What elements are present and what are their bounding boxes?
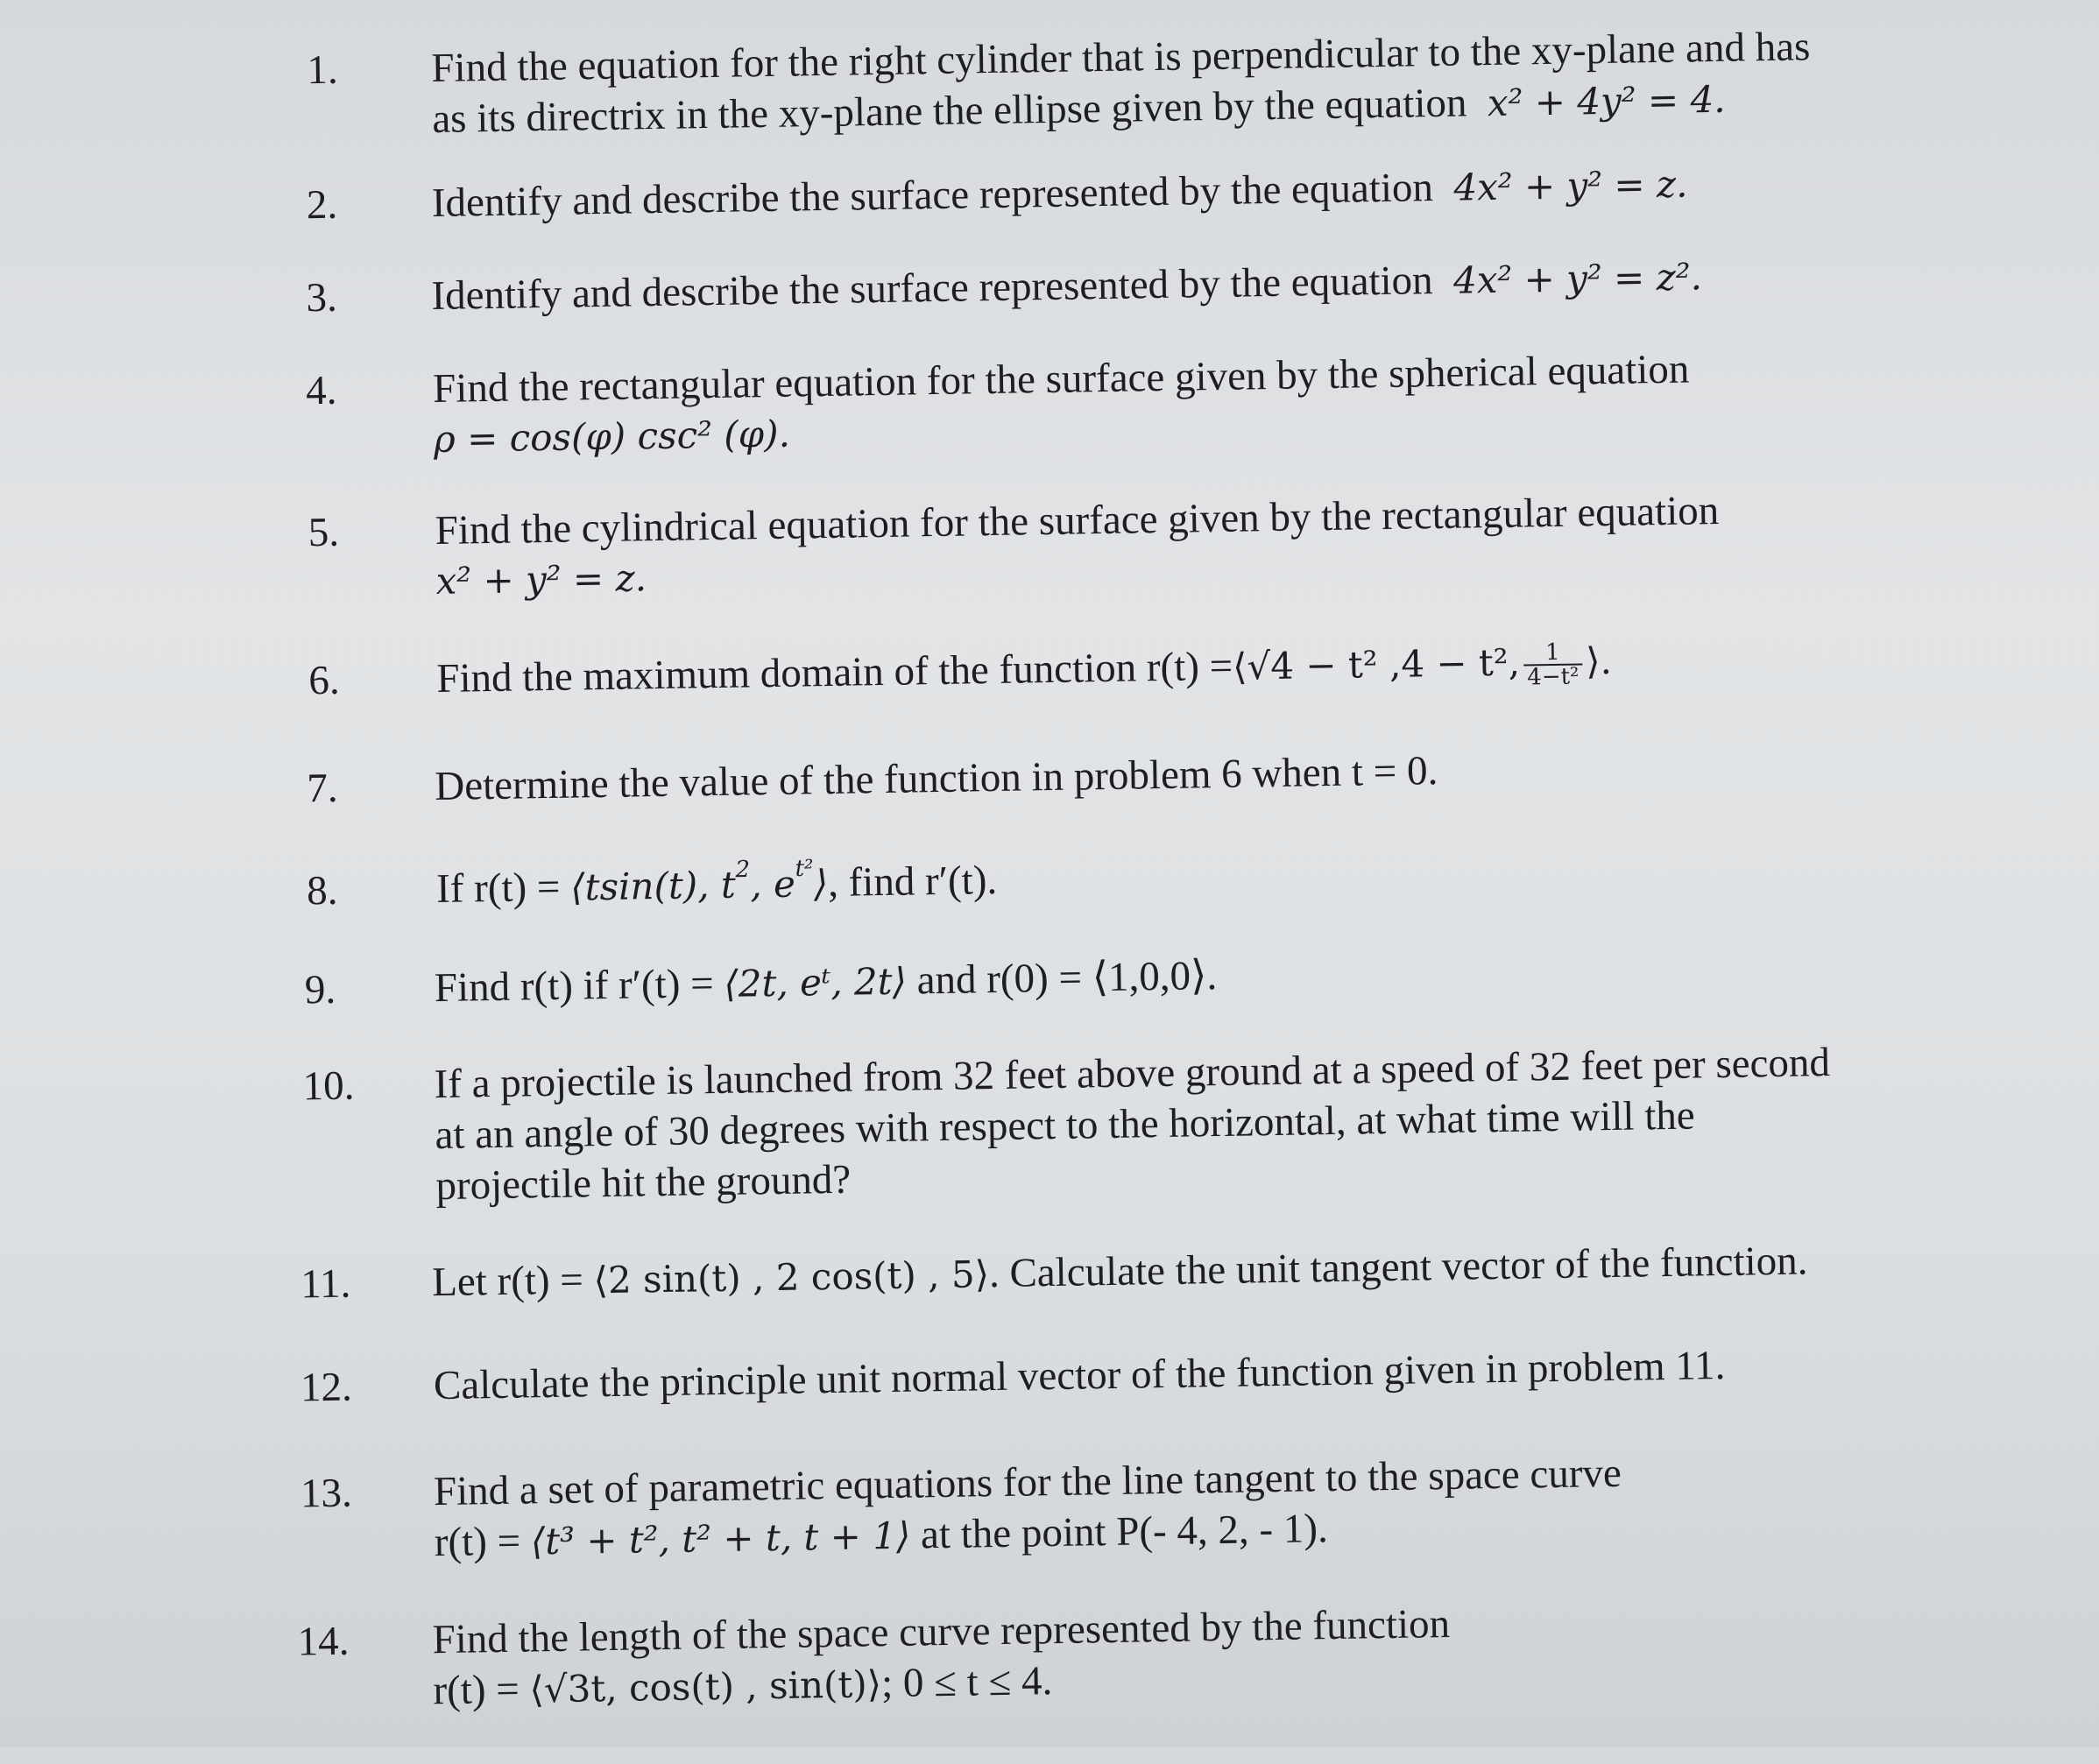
problem-number: 6. bbox=[307, 657, 341, 704]
problem-text-prefix: r(t) = bbox=[434, 1518, 521, 1566]
problem-text: Find the cylindrical equation for the surface given by the rectangular equation bbox=[435, 487, 1720, 554]
problem-text: Find the maximum domain of the function r(t) = bbox=[435, 643, 1233, 702]
problem-number: 2. bbox=[306, 181, 338, 229]
problem-number: 13. bbox=[300, 1470, 353, 1517]
problem-text-end: ; 0 ≤ t ≤ 4. bbox=[880, 1658, 1053, 1707]
problem-number: 7. bbox=[306, 765, 338, 812]
problem-text-line-2: as its directrix in the xy-plane the ellipse given by the equation bbox=[431, 80, 1467, 142]
problem-equation: ρ = cos(φ) csc² (φ). bbox=[433, 412, 791, 462]
problem-equation: x² + y² = z. bbox=[435, 556, 647, 603]
problem-text: Find a set of parametric equations for the line tangent to the space curve bbox=[433, 1450, 1622, 1515]
problem-text-line-2: at an angle of 30 degrees with respect to the horizontal, at what time will the bbox=[435, 1092, 1696, 1159]
problem-text-prefix: r(t) = bbox=[433, 1666, 520, 1714]
fraction-denominator: 4−t² bbox=[1527, 663, 1580, 691]
problem-text: Identify and describe the surface represented by the equation bbox=[431, 165, 1434, 227]
vector-function: ⟨√3t, cos(t) , sin(t)⟩ bbox=[529, 1662, 882, 1711]
vector-function: ⟨t³ + t², t² + t, t + 1⟩ bbox=[530, 1514, 911, 1563]
problem-text-end: , find r′(t). bbox=[827, 857, 998, 907]
problem-text: Let r(t) = bbox=[431, 1257, 584, 1306]
fraction-numerator: 1 bbox=[1523, 641, 1583, 667]
problem-number: 10. bbox=[302, 1062, 355, 1110]
problem-number: 4. bbox=[305, 367, 337, 414]
problem-text: Identify and describe the surface represented by the equation bbox=[431, 258, 1433, 320]
vector-components: ⟨√4 − t² ,4 − t², bbox=[1232, 640, 1521, 688]
problem-text-line-1: If a projectile is launched from 32 feet above ground at a speed of 32 feet per second bbox=[434, 1040, 1831, 1108]
problem-number: 1. bbox=[307, 46, 339, 94]
fraction bbox=[1523, 641, 1583, 689]
problem-number: 12. bbox=[300, 1364, 353, 1411]
problem-number: 5. bbox=[307, 509, 340, 556]
vector-close: ⟩. bbox=[1585, 639, 1613, 683]
problem-text: Find the rectangular equation for the surface given by the spherical equation bbox=[432, 346, 1690, 413]
problem-number: 14. bbox=[297, 1618, 350, 1665]
vector-function: ⟨2 sin(t) , 2 cos(t) , 5⟩ bbox=[593, 1252, 990, 1302]
problem-text-end: and r(0) = ⟨1,0,0⟩. bbox=[916, 953, 1218, 1004]
problem-number: 9. bbox=[304, 966, 336, 1013]
problem-text-end: at the point P(- 4, 2, - 1). bbox=[920, 1506, 1329, 1558]
problem-number: 8. bbox=[306, 867, 338, 914]
problem-text-end: . Calculate the unit tangent vector of the function. bbox=[988, 1238, 1808, 1297]
vector-derivative: ⟨2t, eᵗ, 2t⟩ bbox=[723, 959, 908, 1005]
problem-number: 3. bbox=[306, 274, 338, 321]
problem-text-line-3: projectile hit the ground? bbox=[435, 1156, 852, 1210]
problem-equation: x² + 4y² = 4. bbox=[1487, 77, 1726, 125]
problem-number: 11. bbox=[300, 1260, 351, 1308]
problem-text-line-1: Find the equation for the right cylinder that is perpendicular to the xy-plane and has bbox=[431, 24, 1811, 91]
problem-equation: 4x² + y² = z. bbox=[1453, 162, 1688, 209]
problem-text: Find r(t) if r′(t) = bbox=[434, 961, 715, 1012]
problem-text: If r(t) = bbox=[435, 864, 561, 913]
problem-text: Calculate the principle unit normal vector of the function given in problem 11. bbox=[433, 1342, 1726, 1409]
problem-equation: 4x² + y² = z². bbox=[1452, 255, 1703, 302]
problem-text: Find the length of the space curve represented by the function bbox=[432, 1600, 1451, 1663]
problem-text: Determine the value of the function in problem 6 when t = 0. bbox=[434, 748, 1438, 810]
vector-function: ⟨tsin(t), $t^2$, $e^{t^2}⟩$ bbox=[569, 855, 829, 909]
